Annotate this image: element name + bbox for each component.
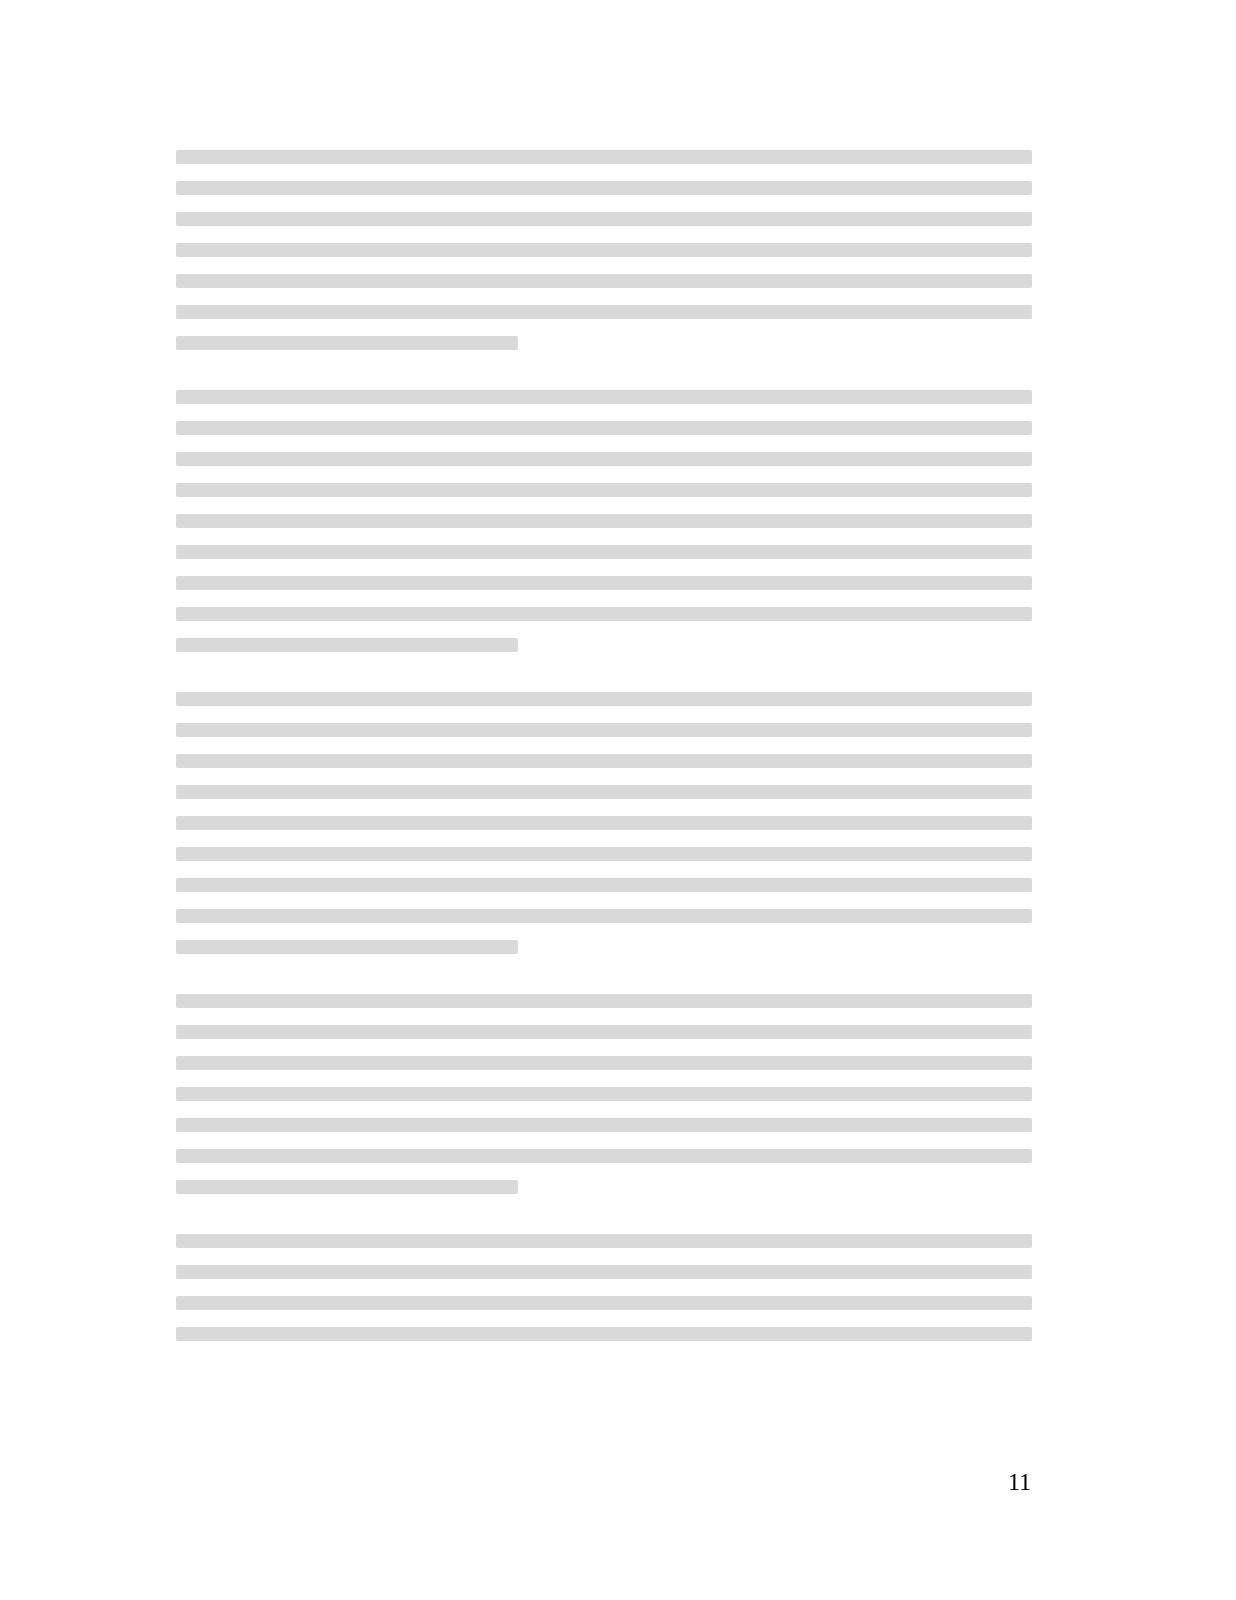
page-number: 11 — [1008, 1470, 1032, 1496]
redacted-text-line — [176, 390, 1032, 404]
redacted-text-line — [176, 150, 1032, 164]
redacted-text-line — [176, 692, 1032, 706]
redacted-text-line — [176, 212, 1032, 226]
redacted-text-line — [176, 514, 1032, 528]
redacted-text-line — [176, 1296, 1032, 1310]
redacted-text-line — [176, 181, 1032, 195]
redacted-text-line — [176, 878, 1032, 892]
redacted-text-line — [176, 638, 518, 652]
redacted-text-line — [176, 1234, 1032, 1248]
redacted-text-line — [176, 1327, 1032, 1341]
redacted-text-line — [176, 243, 1032, 257]
redacted-text-line — [176, 274, 1032, 288]
paragraph — [176, 390, 1032, 652]
redacted-text-line — [176, 940, 518, 954]
paragraph — [176, 692, 1032, 954]
redacted-text-line — [176, 421, 1032, 435]
redacted-text-line — [176, 723, 1032, 737]
redacted-text-line — [176, 483, 1032, 497]
redacted-text-line — [176, 452, 1032, 466]
redacted-text-line — [176, 1265, 1032, 1279]
redacted-text-line — [176, 816, 1032, 830]
body-text — [176, 140, 1032, 1381]
redacted-text-line — [176, 994, 1032, 1008]
redacted-text-line — [176, 1180, 518, 1194]
redacted-text-line — [176, 545, 1032, 559]
redacted-text-line — [176, 754, 1032, 768]
redacted-text-line — [176, 576, 1032, 590]
paragraph — [176, 994, 1032, 1194]
redacted-text-line — [176, 847, 1032, 861]
redacted-text-line — [176, 1118, 1032, 1132]
redacted-text-line — [176, 1025, 1032, 1039]
redacted-text-line — [176, 785, 1032, 799]
paragraph — [176, 150, 1032, 350]
redacted-text-line — [176, 909, 1032, 923]
redacted-text-line — [176, 336, 518, 350]
redacted-text-line — [176, 607, 1032, 621]
redacted-text-line — [176, 1087, 1032, 1101]
redacted-text-line — [176, 1056, 1032, 1070]
redacted-text-line — [176, 1149, 1032, 1163]
redacted-text-line — [176, 305, 1032, 319]
paragraph — [176, 1234, 1032, 1341]
